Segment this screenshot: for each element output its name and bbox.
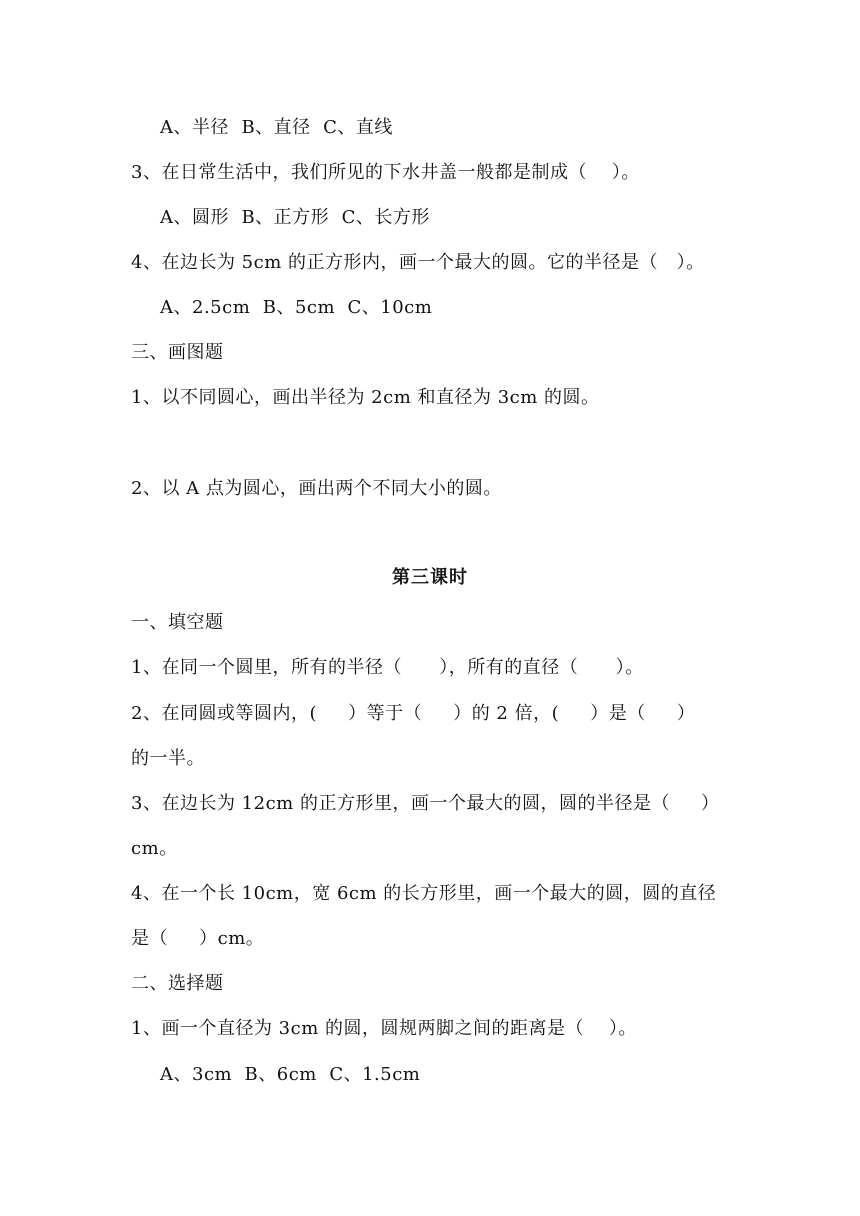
line-choices-q3: A、圆形 B、正方形 C、长方形 bbox=[160, 207, 430, 228]
line-fill-4: 4、在一个长 10cm，宽 6cm 的长方形里，画一个最大的圆，圆的直径 bbox=[131, 883, 717, 904]
line-fill-2: 2、在同圆或等圆内，( ）等于（ ）的 2 倍，( ）是（ ） bbox=[131, 703, 696, 724]
heading-choice: 二、选择题 bbox=[131, 973, 224, 994]
heading-drawing: 三、画图题 bbox=[131, 342, 224, 363]
section-title: 第三课时 bbox=[392, 567, 468, 588]
line-fill-3: 3、在边长为 12cm 的正方形里，画一个最大的圆，圆的半径是（ ） bbox=[131, 793, 720, 814]
line-fill-3-cont: cm。 bbox=[131, 838, 178, 859]
line-choices-q2: A、半径 B、直径 C、直线 bbox=[160, 117, 393, 138]
line-fill-1: 1、在同一个圆里，所有的半径（ ），所有的直径（ ）。 bbox=[131, 657, 644, 678]
line-fill-4-cont: 是（ ）cm。 bbox=[131, 928, 265, 949]
line-question-4: 4、在边长为 5cm 的正方形内，画一个最大的圆。它的半径是（ ）。 bbox=[131, 252, 705, 273]
line-question-3: 3、在日常生活中，我们所见的下水井盖一般都是制成（ ）。 bbox=[131, 162, 640, 183]
line-choice-1: 1、画一个直径为 3cm 的圆，圆规两脚之间的距离是（ ）。 bbox=[131, 1018, 637, 1039]
line-choice-1-options: A、3cm B、6cm C、1.5cm bbox=[160, 1064, 421, 1085]
heading-fill-blank: 一、填空题 bbox=[131, 612, 224, 633]
line-draw-2: 2、以 A 点为圆心，画出两个不同大小的圆。 bbox=[131, 478, 502, 499]
line-fill-2-cont: 的一半。 bbox=[131, 748, 205, 769]
line-choices-q4: A、2.5cm B、5cm C、10cm bbox=[160, 297, 433, 318]
line-draw-1: 1、以不同圆心，画出半径为 2cm 和直径为 3cm 的圆。 bbox=[131, 387, 600, 408]
